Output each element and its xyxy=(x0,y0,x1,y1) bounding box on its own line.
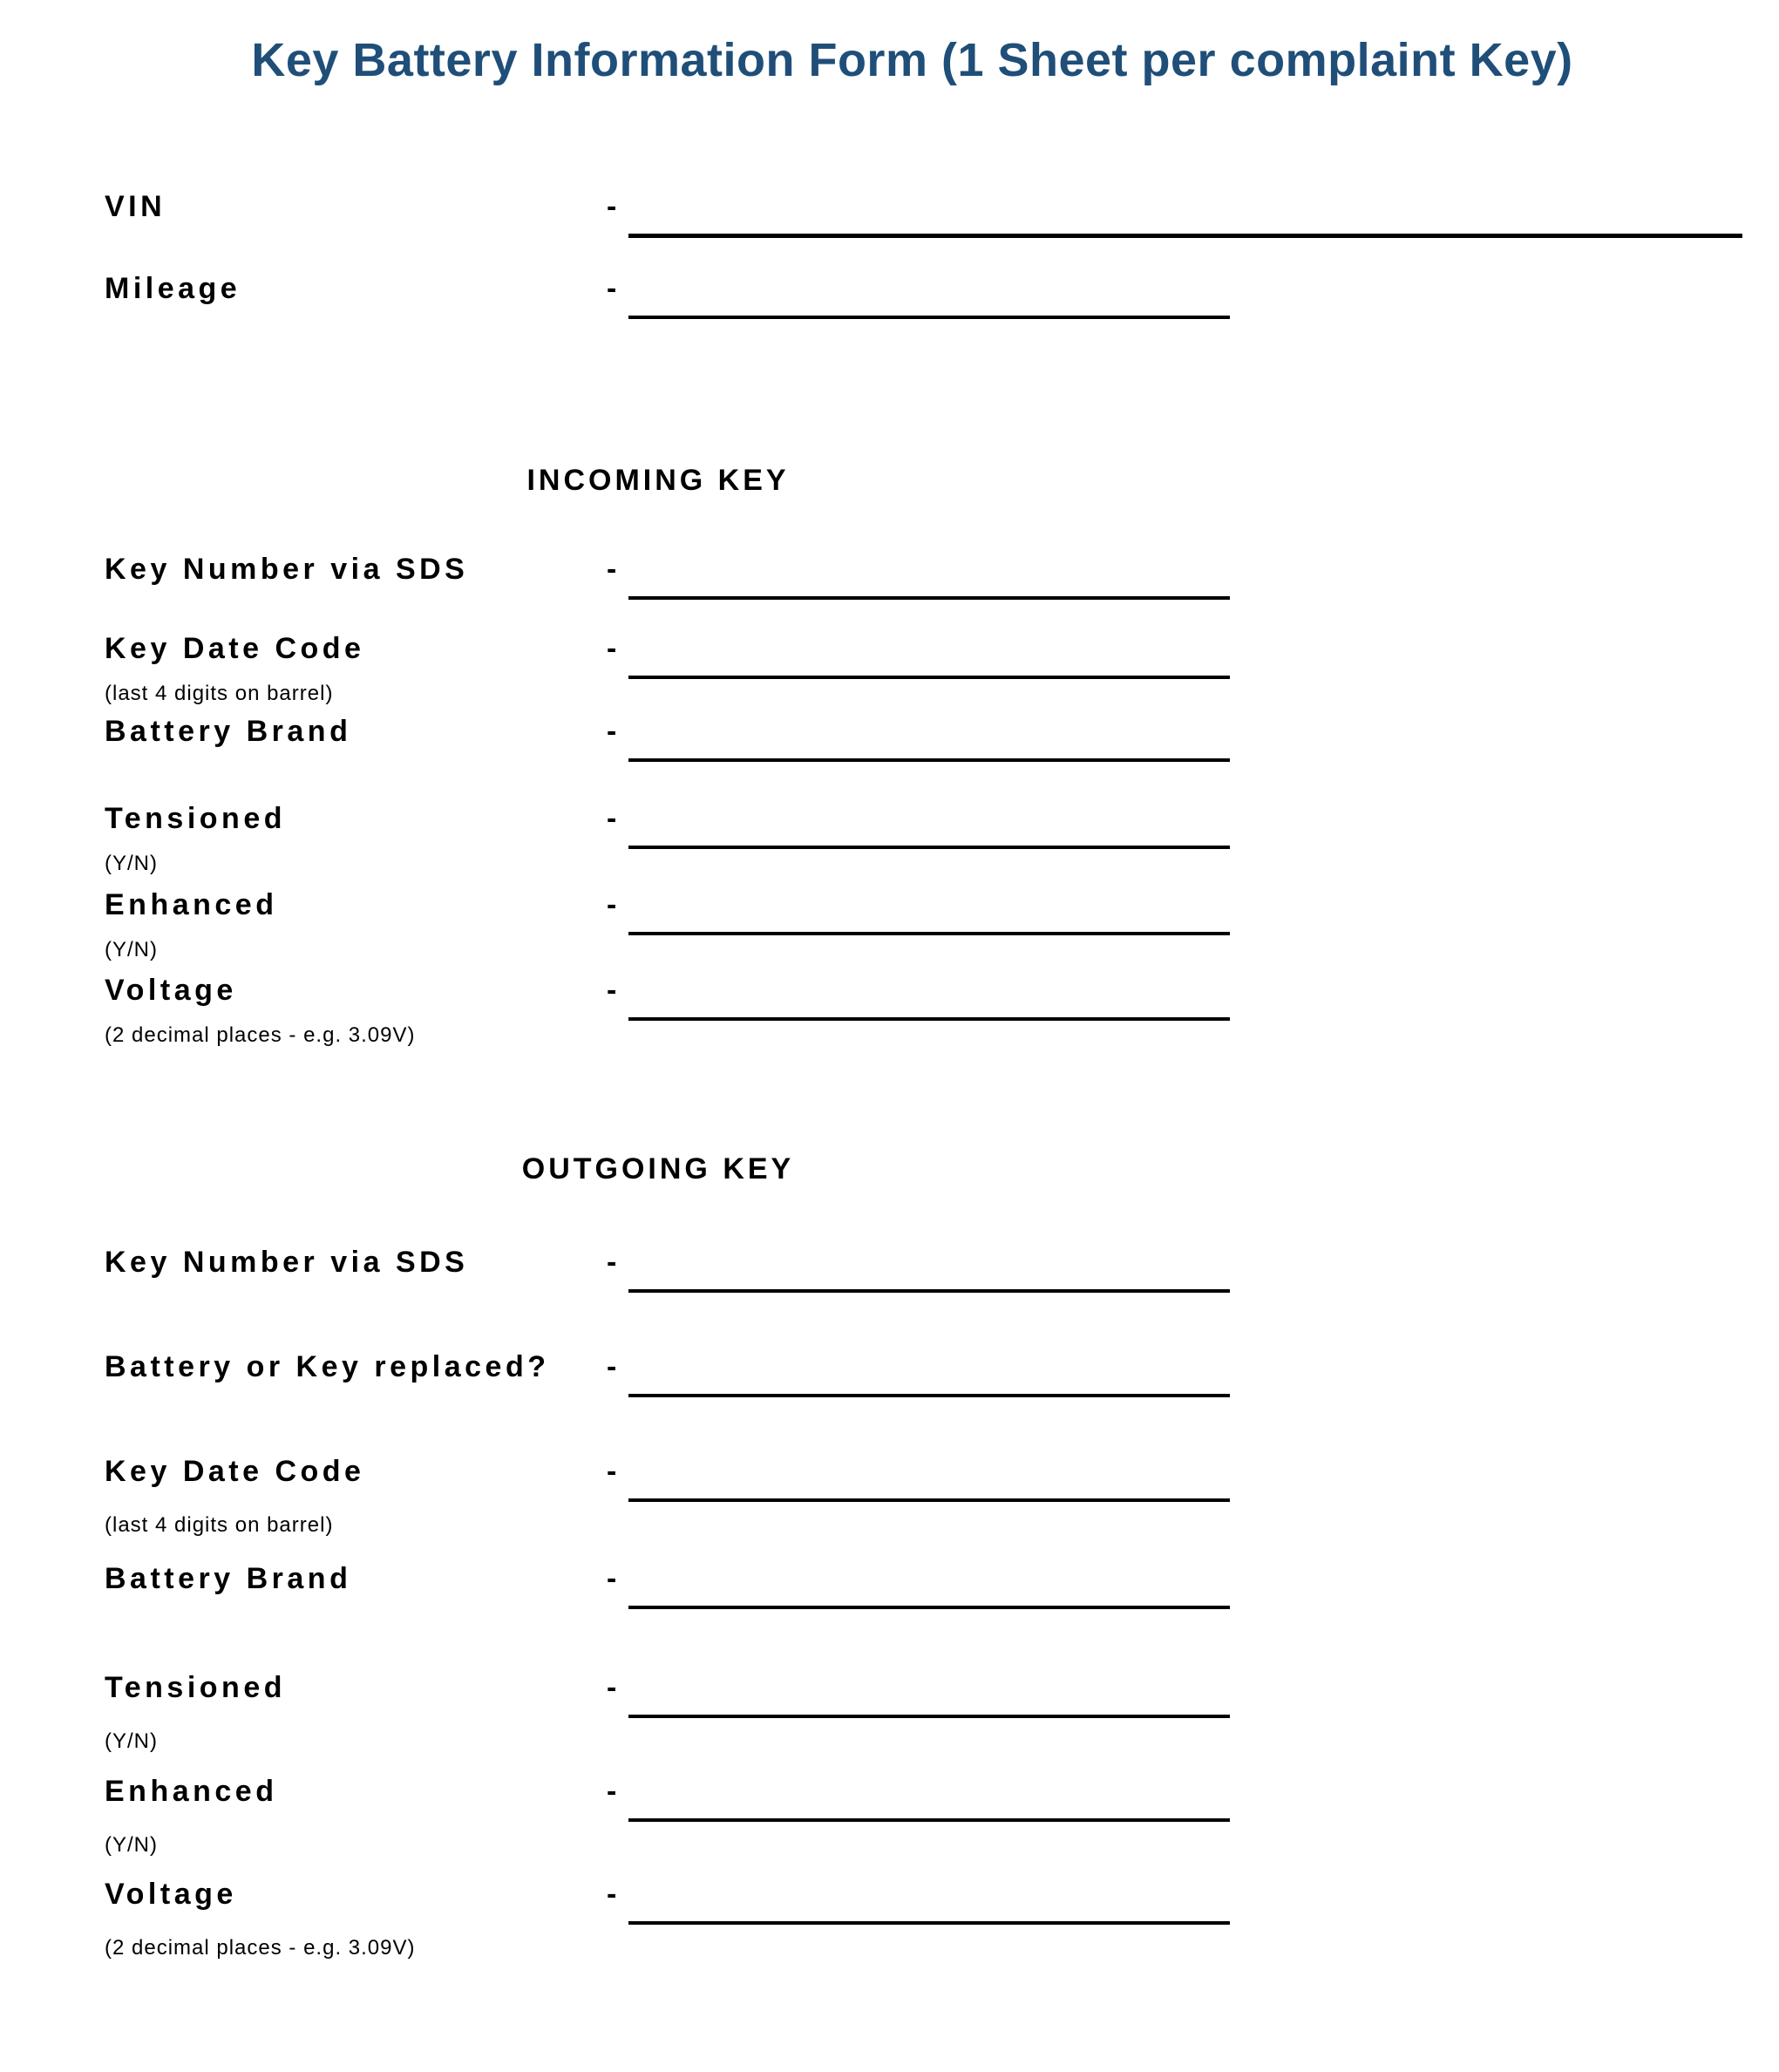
voltage-note: (2 decimal places - e.g. 3.09V) xyxy=(105,1023,416,1047)
tensioned-label: Tensioned xyxy=(105,802,286,835)
in-enhanced-input-line[interactable] xyxy=(628,932,1230,935)
out-voltage-input-line[interactable] xyxy=(628,1921,1230,1925)
vin-label: VIN xyxy=(105,190,166,223)
field-out-battery-brand xyxy=(0,1562,1779,1641)
dash-separator: - xyxy=(607,632,617,665)
field-in-enhanced xyxy=(0,888,1779,967)
dash-separator: - xyxy=(607,553,617,586)
field-in-key-number xyxy=(0,553,1779,631)
battery-or-key-replaced-label: Battery or Key replaced? xyxy=(105,1350,550,1383)
field-out-key-date-code xyxy=(0,1455,1779,1537)
in-tensioned-input-line[interactable] xyxy=(628,846,1230,849)
out-battery-or-key-replaced-input-line[interactable] xyxy=(628,1394,1230,1397)
dash-separator: - xyxy=(607,1246,617,1279)
enhanced-note: (Y/N) xyxy=(105,1833,158,1857)
dash-separator: - xyxy=(607,888,617,921)
field-out-key-number xyxy=(0,1246,1779,1324)
in-key-number-input-line[interactable] xyxy=(628,596,1230,600)
battery-brand-label: Battery Brand xyxy=(105,715,352,748)
dash-separator: - xyxy=(607,802,617,835)
incoming-key-heading: INCOMING KEY xyxy=(526,464,790,497)
field-out-enhanced xyxy=(0,1775,1779,1857)
key-date-code-label: Key Date Code xyxy=(105,1455,365,1488)
dash-separator: - xyxy=(607,974,617,1007)
dash-separator: - xyxy=(607,1455,617,1488)
dash-separator: - xyxy=(607,272,617,305)
tensioned-note: (Y/N) xyxy=(105,852,158,875)
key-date-code-note: (last 4 digits on barrel) xyxy=(105,1513,334,1537)
dash-separator: - xyxy=(607,1878,617,1911)
dash-separator: - xyxy=(607,715,617,748)
mileage-label: Mileage xyxy=(105,272,241,305)
out-battery-brand-input-line[interactable] xyxy=(628,1606,1230,1609)
out-tensioned-input-line[interactable] xyxy=(628,1715,1230,1718)
key-date-code-label: Key Date Code xyxy=(105,632,365,665)
voltage-label: Voltage xyxy=(105,1878,237,1911)
out-enhanced-input-line[interactable] xyxy=(628,1818,1230,1822)
in-key-date-code-input-line[interactable] xyxy=(628,676,1230,679)
field-out-voltage xyxy=(0,1878,1779,1960)
out-key-number-input-line[interactable] xyxy=(628,1289,1230,1293)
enhanced-label: Enhanced xyxy=(105,1775,278,1808)
out-key-date-code-input-line[interactable] xyxy=(628,1498,1230,1502)
outgoing-key-heading: OUTGOING KEY xyxy=(521,1152,795,1185)
enhanced-label: Enhanced xyxy=(105,888,278,921)
in-voltage-input-line[interactable] xyxy=(628,1017,1230,1021)
dash-separator: - xyxy=(607,190,617,223)
battery-brand-label: Battery Brand xyxy=(105,1562,352,1595)
field-in-tensioned xyxy=(0,802,1779,880)
enhanced-note: (Y/N) xyxy=(105,938,158,961)
dash-separator: - xyxy=(607,1671,617,1704)
key-number-label: Key Number via SDS xyxy=(105,1246,469,1279)
mileage-input-line[interactable] xyxy=(628,316,1230,319)
in-battery-brand-input-line[interactable] xyxy=(628,758,1230,762)
dash-separator: - xyxy=(607,1350,617,1383)
field-in-voltage xyxy=(0,974,1779,1052)
tensioned-note: (Y/N) xyxy=(105,1729,158,1753)
field-mileage xyxy=(0,272,1779,350)
voltage-note: (2 decimal places - e.g. 3.09V) xyxy=(105,1936,416,1960)
field-in-key-date-code xyxy=(0,632,1779,710)
voltage-label: Voltage xyxy=(105,974,237,1007)
field-in-battery-brand xyxy=(0,715,1779,793)
field-vin xyxy=(0,190,1779,268)
form-title: Key Battery Information Form (1 Sheet per complaint Key) xyxy=(251,34,1573,86)
field-out-battery-or-key-replaced xyxy=(0,1350,1779,1429)
key-number-label: Key Number via SDS xyxy=(105,553,469,586)
dash-separator: - xyxy=(607,1562,617,1595)
tensioned-label: Tensioned xyxy=(105,1671,286,1704)
key-date-code-note: (last 4 digits on barrel) xyxy=(105,682,334,705)
vin-input-line[interactable] xyxy=(628,234,1742,238)
field-out-tensioned xyxy=(0,1671,1779,1753)
dash-separator: - xyxy=(607,1775,617,1808)
